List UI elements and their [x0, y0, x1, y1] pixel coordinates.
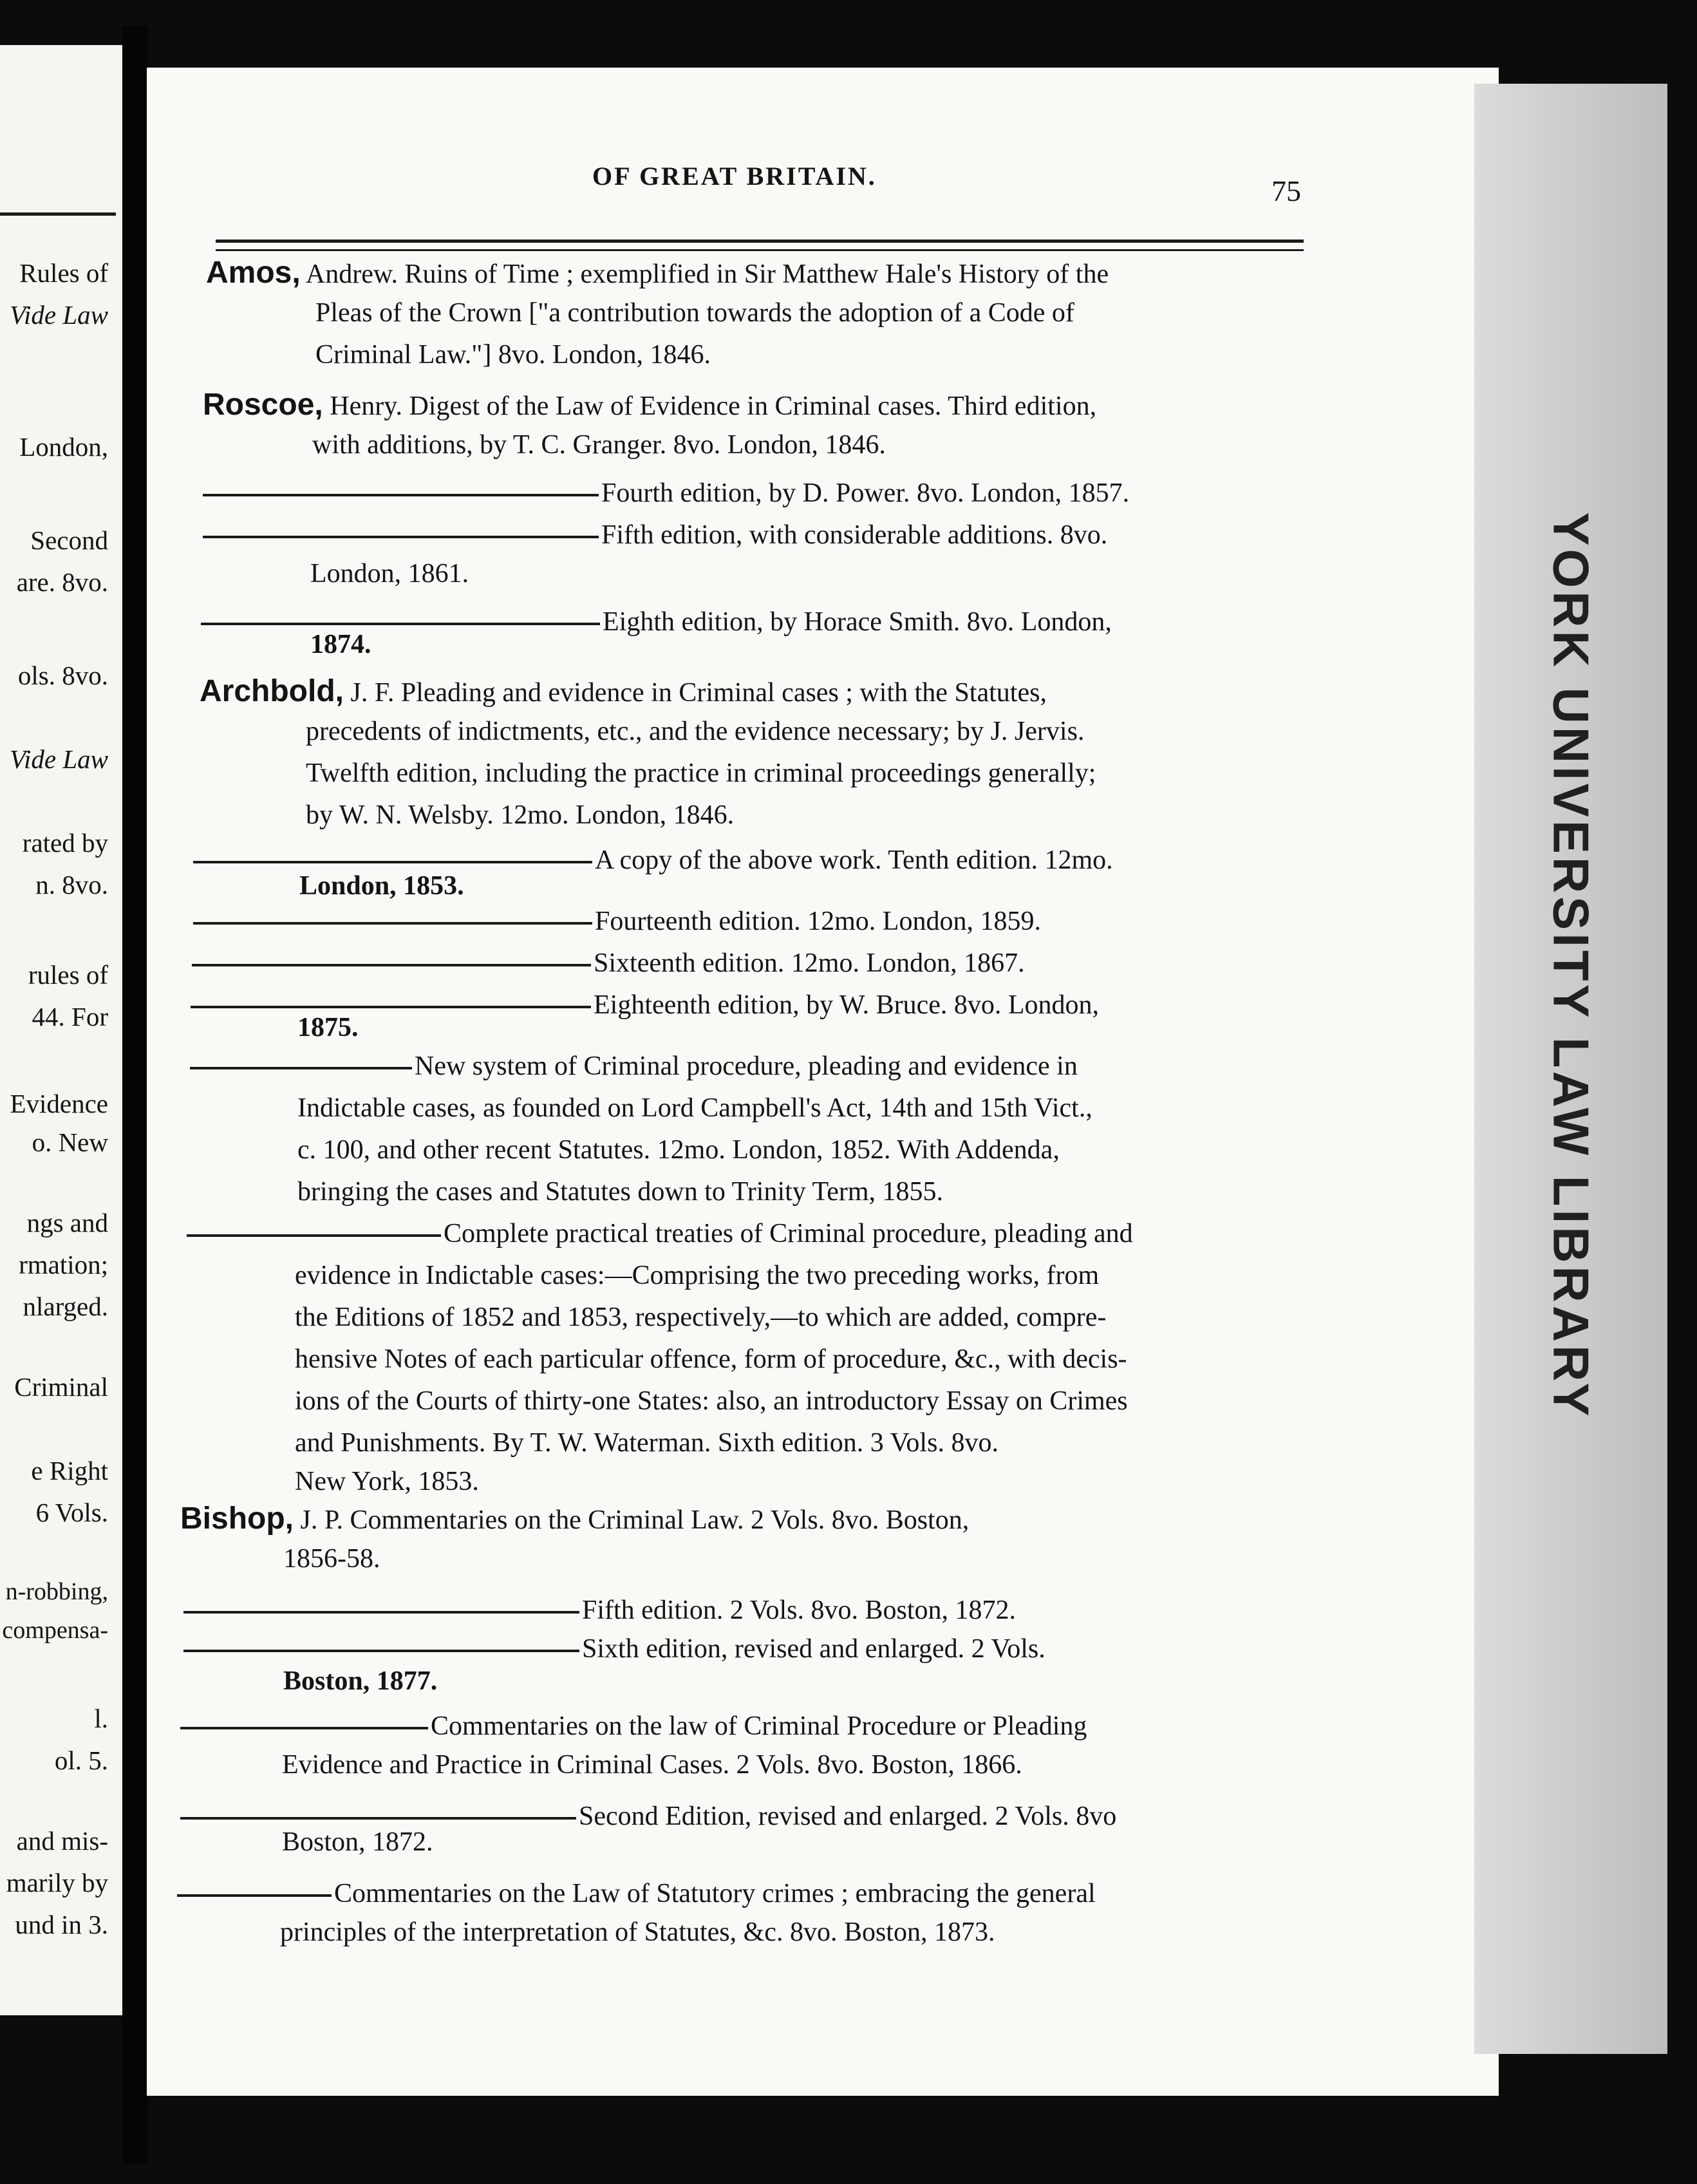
- left-fragment: n. 8vo.: [35, 870, 108, 899]
- entry-archbold-line-20: and Punishments. By T. W. Waterman. Sixth edition. 3 Vols. 8vo.: [295, 1428, 999, 1458]
- left-fragment: are. 8vo.: [16, 567, 108, 597]
- left-fragment: n-robbing,: [5, 1578, 108, 1605]
- left-fragment: and mis-: [16, 1826, 108, 1856]
- entry-archbold-line-3: Twelfth edition, including the practice in criminal proceedings generally;: [306, 758, 1096, 788]
- entry-archbold-line-11: [190, 1053, 1078, 1080]
- entry-bishop-line-7: Evidence and Practice in Criminal Cases. 2 Vols. 8vo. Boston, 1866.: [282, 1750, 1022, 1780]
- entry-text: Commentaries on the law of Criminal Procedure or Pleading: [431, 1711, 1087, 1741]
- entry-bishop-line-8: [180, 1803, 1116, 1830]
- entry-text: Fifth edition, with considerable additions. 8vo.: [601, 520, 1108, 550]
- author-name: Bishop,: [180, 1502, 294, 1536]
- entry-text: New system of Criminal procedure, pleading and evidence in: [415, 1051, 1078, 1081]
- left-fragment: Criminal: [14, 1372, 108, 1402]
- entry-text: Sixth edition, revised and enlarged. 2 Vols.: [582, 1634, 1045, 1664]
- author-name: Archbold,: [200, 674, 344, 708]
- author-name: Roscoe,: [203, 388, 323, 422]
- left-fragment: Rules of: [19, 258, 108, 288]
- entry-roscoe-line-7: 1874.: [310, 630, 371, 659]
- entry-archbold-line-18: hensive Notes of each particular offence, form of procedure, &c., with decis-: [295, 1344, 1127, 1374]
- entry-archbold-line-19: ions of the Courts of thirty-one States: also, an introductory Essay on Crimes: [295, 1386, 1128, 1416]
- entry-text: Fourteenth edition. 12mo. London, 1859.: [595, 907, 1041, 936]
- left-fragment: ol. 5.: [54, 1746, 108, 1775]
- entry-text: J. P. Commentaries on the Criminal Law. 2 Vols. 8vo. Boston,: [300, 1505, 970, 1535]
- ditto-rule: [187, 1234, 441, 1237]
- left-fragment: ols. 8vo.: [17, 661, 108, 690]
- entry-bishop-line-3: [183, 1597, 1016, 1624]
- left-page-rule: [0, 212, 116, 216]
- entry-roscoe-line-1: [203, 390, 1096, 420]
- running-head: OF GREAT BRITAIN.: [592, 162, 877, 191]
- ditto-rule: [180, 1727, 428, 1729]
- entry-bishop-line-1: [180, 1503, 969, 1534]
- entry-archbold-line-6: London, 1853.: [299, 871, 464, 901]
- entry-text: Complete practical treaties of Criminal procedure, pleading and: [444, 1219, 1133, 1248]
- author-name: Amos,: [206, 256, 301, 290]
- entry-roscoe-line-4: [203, 522, 1107, 549]
- entry-roscoe-line-5: London, 1861.: [310, 559, 469, 588]
- entry-text: Second Edition, revised and enlarged. 2 Vols. 8vo: [579, 1802, 1117, 1831]
- header-rule: [216, 240, 1304, 251]
- left-fragment: London,: [19, 432, 108, 462]
- entry-archbold-line-10: 1875.: [297, 1013, 359, 1042]
- entry-text: Fourth edition, by D. Power. 8vo. London, 1857.: [601, 478, 1130, 508]
- left-fragment: compensa-: [2, 1617, 108, 1644]
- entry-archbold-line-4: by W. N. Welsby. 12mo. London, 1846.: [306, 800, 735, 830]
- ditto-rule: [193, 861, 592, 863]
- entry-archbold-line-15: [187, 1220, 1133, 1247]
- entry-archbold-line-7: [193, 908, 1041, 935]
- entry-archbold-line-17: the Editions of 1852 and 1853, respectively,—to which are added, compre-: [295, 1303, 1107, 1332]
- entry-bishop-line-2: 1856-58.: [283, 1544, 380, 1574]
- book-page: [147, 68, 1499, 2096]
- ditto-rule: [183, 1611, 579, 1614]
- left-fragment: e Right: [31, 1456, 108, 1485]
- left-fragment: rules of: [28, 960, 108, 990]
- left-fragment: l.: [94, 1704, 108, 1733]
- entry-archbold-line-2: precedents of indictments, etc., and the evidence necessary; by J. Jervis.: [306, 717, 1085, 746]
- left-fragment: nlarged.: [23, 1292, 108, 1321]
- entry-bishop-line-10: [177, 1880, 1096, 1907]
- ditto-rule: [203, 494, 599, 496]
- entry-archbold-line-5: [193, 847, 1113, 874]
- entry-amos-line-2: Pleas of the Crown ["a contribution towards the adoption of a Code of: [315, 298, 1074, 328]
- entry-archbold-line-13: c. 100, and other recent Statutes. 12mo. London, 1852. With Addenda,: [297, 1135, 1060, 1165]
- entry-bishop-line-11: principles of the interpretation of Statutes, &c. 8vo. Boston, 1873.: [280, 1917, 995, 1947]
- entry-archbold-line-1: [200, 676, 1047, 707]
- left-fragment: o. New: [32, 1127, 108, 1157]
- ditto-rule: [201, 623, 600, 625]
- left-fragment: ngs and: [26, 1208, 108, 1238]
- entry-text: Eighth edition, by Horace Smith. 8vo. London,: [603, 607, 1112, 637]
- entry-text: Sixteenth edition. 12mo. London, 1867.: [594, 948, 1025, 978]
- left-fragment: 6 Vols.: [35, 1498, 108, 1527]
- entry-archbold-line-21: New York, 1853.: [295, 1467, 479, 1496]
- library-stamp: YORK UNIVERSITY LAW LIBRARY: [1542, 512, 1600, 1420]
- entry-text: A copy of the above work. Tenth edition. 12mo.: [595, 845, 1113, 875]
- ditto-rule: [193, 922, 592, 925]
- entry-text: Andrew. Ruins of Time ; exemplified in Sir Matthew Hale's History of the: [305, 259, 1109, 289]
- ditto-rule: [183, 1650, 579, 1652]
- left-fragment: Vide Law: [10, 300, 108, 330]
- ditto-rule: [191, 1006, 591, 1008]
- entry-text: Commentaries on the Law of Statutory crimes ; embracing the general: [334, 1879, 1096, 1908]
- ditto-rule: [203, 536, 599, 538]
- entry-roscoe-line-3: [203, 480, 1129, 507]
- entry-bishop-line-4: [183, 1635, 1045, 1662]
- entry-amos-line-1: [206, 258, 1109, 288]
- entry-text: J. F. Pleading and evidence in Criminal cases ; with the Statutes,: [350, 678, 1047, 708]
- left-fragment: rated by: [22, 828, 108, 858]
- ditto-rule: [177, 1894, 332, 1897]
- ditto-rule: [190, 1067, 412, 1069]
- left-facing-page: [0, 45, 122, 2015]
- entry-bishop-line-5: Boston, 1877.: [283, 1666, 438, 1696]
- entry-roscoe-line-2: with additions, by T. C. Granger. 8vo. London, 1846.: [312, 430, 886, 460]
- ditto-rule: [180, 1817, 576, 1820]
- entry-archbold-line-14: bringing the cases and Statutes down to Trinity Term, 1855.: [297, 1177, 944, 1207]
- ditto-rule: [192, 964, 591, 966]
- left-fragment: und in 3.: [15, 1910, 108, 1939]
- entry-archbold-line-12: Indictable cases, as founded on Lord Campbell's Act, 14th and 15th Vict.,: [297, 1093, 1092, 1123]
- entry-archbold-line-16: evidence in Indictable cases:—Comprising the two preceding works, from: [295, 1261, 1100, 1290]
- entry-text: Eighteenth edition, by W. Bruce. 8vo. London,: [594, 990, 1100, 1020]
- left-fragment: 44. For: [32, 1002, 108, 1031]
- entry-text: Fifth edition. 2 Vols. 8vo. Boston, 1872.: [582, 1596, 1017, 1625]
- entry-bishop-line-6: [180, 1713, 1087, 1740]
- entry-amos-line-3: Criminal Law."] 8vo. London, 1846.: [315, 340, 711, 370]
- left-fragment: Evidence: [10, 1089, 108, 1118]
- entry-text: Henry. Digest of the Law of Evidence in Criminal cases. Third edition,: [330, 391, 1097, 421]
- left-fragment: marily by: [6, 1868, 108, 1897]
- left-fragment: rmation;: [19, 1250, 108, 1279]
- book-gutter: [122, 26, 148, 2163]
- entry-archbold-line-8: [192, 950, 1025, 977]
- left-fragment: Vide Law: [10, 744, 108, 774]
- left-fragment: Second: [30, 525, 108, 555]
- page-number: 75: [1271, 174, 1301, 207]
- entry-bishop-line-9: Boston, 1872.: [282, 1827, 433, 1857]
